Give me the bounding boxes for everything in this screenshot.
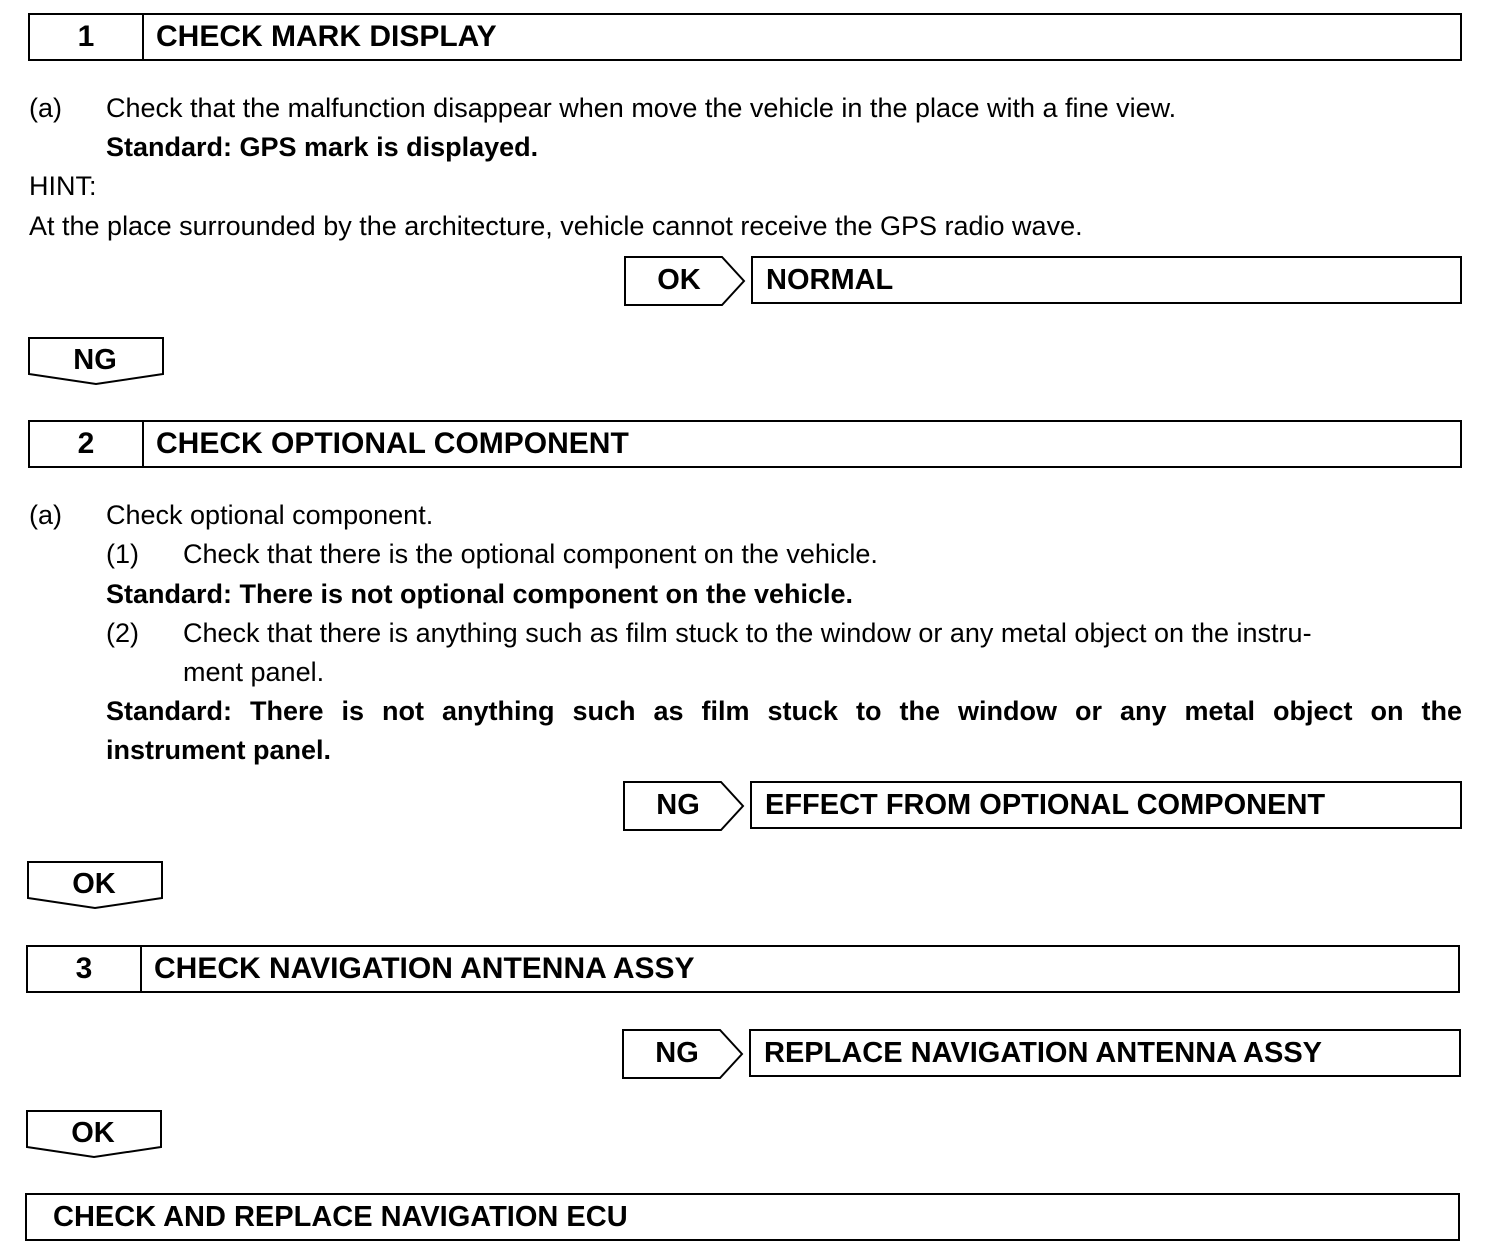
item-text: Check that there is anything such as film stuck to the window or any metal object on the instru- [183,618,1312,648]
step-number: 1 [30,15,144,59]
standard-text: Standard: GPS mark is displayed. [106,132,539,162]
tag-label: OK [657,264,701,296]
side-result-box: REPLACE NAVIGATION ANTENNA ASSY [749,1029,1461,1077]
down-result-tag [28,337,164,385]
side-result-box: EFFECT FROM OPTIONAL COMPONENT [750,781,1462,829]
hint-text: At the place surrounded by the architecture, vehicle cannot receive the GPS radio wave. [29,211,1083,241]
side-result-tag [623,781,747,831]
standard-text: Standard: There is not anything such as film stuck to the window or any metal object on the [106,696,1462,726]
step-title: CHECK MARK DISPLAY [156,20,497,53]
step-title: CHECK NAVIGATION ANTENNA ASSY [154,952,695,985]
step-title: CHECK OPTIONAL COMPONENT [156,427,629,460]
down-result-tag [27,861,163,909]
item-marker: (a) [29,93,62,123]
item-marker: (a) [29,500,62,530]
side-result-tag [624,256,748,306]
down-result-tag [26,1110,162,1158]
step-number: 2 [30,422,144,466]
hint-label: HINT: [29,171,97,201]
item-text: Check optional component. [106,500,434,530]
standard-text: Standard: There is not optional component on the vehicle. [106,579,854,609]
step-1-header [28,13,1462,61]
tag-label: NG [655,1037,699,1069]
item-marker: (2) [106,618,139,648]
tag-label: NG [73,344,117,376]
final-action-box: CHECK AND REPLACE NAVIGATION ECU [25,1193,1460,1241]
side-result-tag [622,1029,746,1079]
tag-label: OK [72,868,116,900]
tag-label: OK [71,1117,115,1149]
step-3-header [26,945,1460,993]
side-result-box: NORMAL [751,256,1462,304]
item-marker: (1) [106,539,139,569]
item-text: Check that the malfunction disappear when move the vehicle in the place with a fine view. [106,93,1177,123]
standard-text-continued: instrument panel. [106,735,332,765]
tag-label: NG [656,789,700,821]
item-text-continued: ment panel. [183,657,325,687]
step-number: 3 [28,947,142,991]
item-text: Check that there is the optional component on the vehicle. [183,539,878,569]
step-2-header [28,420,1462,468]
